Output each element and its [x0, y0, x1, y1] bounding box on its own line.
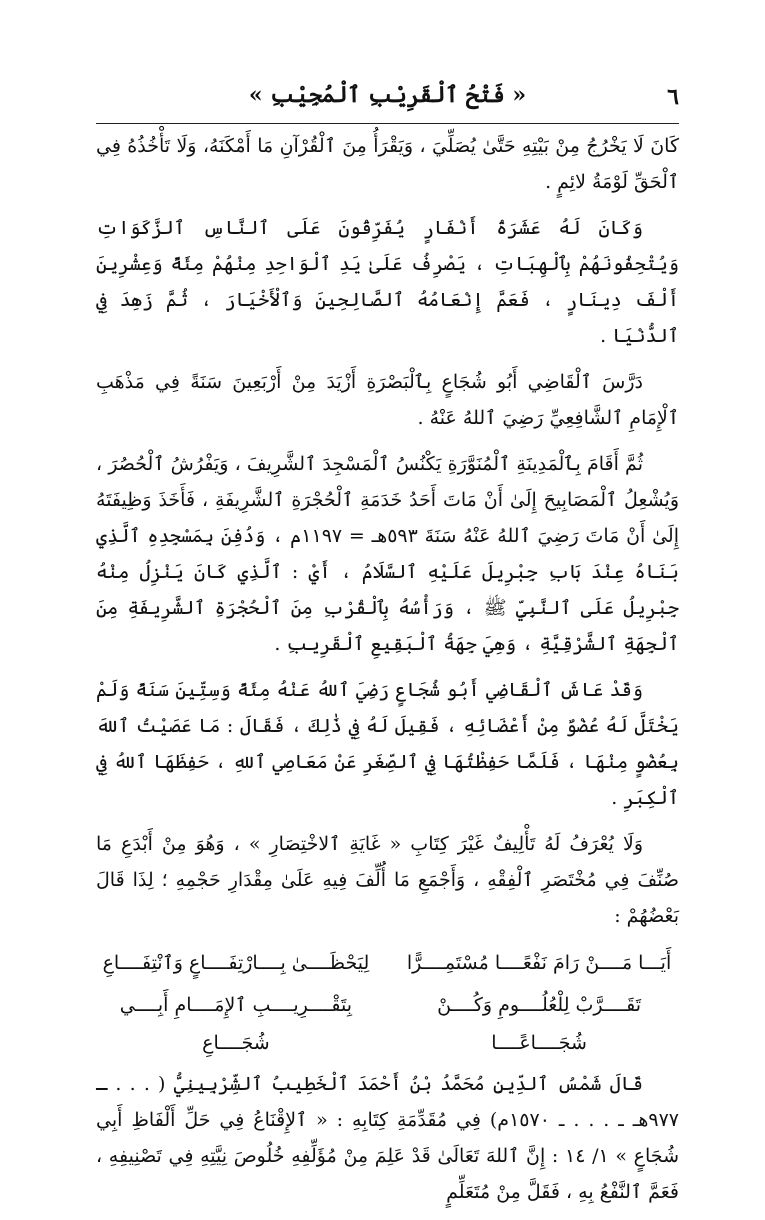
verse-2-first-hemistich: تَقَــــرَّبْ لِلْعُلُــــومِ وَكُــــنْ شُجَــــاعًــــا: [437, 994, 642, 1054]
page-body: [96, 128, 679, 1220]
page-header: [96, 82, 679, 122]
paragraph-3: دَرَّسَ ٱلْقَاضِي أَبُو شُجَاعٍ بِٱلْبَصْرَةِ أَزْيَدَ مِنْ أَرْبَعِينَ سَنَةً فِي مَذْهَبِ ٱلْإِمَامِ ٱلشَّافِعِيِّ رَضِيَ ٱللهُ عَنْهُ .: [96, 371, 679, 429]
running-title: « فَتْحُ ٱلْقَرِيْبِ ٱلْمُجِيْبِ »: [248, 82, 527, 108]
page-number: ٦: [667, 84, 679, 110]
paragraph-5: وَقَدْ عَاشَ ٱلْقَاضِي أَبُو شُجَاعٍ رَضِيَ ٱللهُ عَنْهُ مِئَةً وَسِتِّينَ سَنَةً وَلَمْ يَخْتَلَّ لَهُ عُضْوٌ مِنْ أَعْضَائِهِ ، فَقِيلَ لَهُ فِي ذَٰلِكَ ، فَقَالَ : مَا عَصَيْتُ ٱللهَ بِعُضْوٍ مِنْهَا ، فَلَمَّا حَفِظْتُهَا فِي ٱلصِّغَرِ عَنْ مَعَاصِي ٱللهِ ، حَفِظَهَا ٱللهُ فِي ٱلْكِبَرِ .: [96, 679, 679, 809]
verse-1-second-hemistich: لِيَحْظَــــىٰ بِــــارْتِفَــــاعٍ وَٱنْتِفَــــاعِ: [102, 952, 370, 974]
paragraph-4: ثُمَّ أَقَامَ بِٱلْمَدِينَةِ ٱلْمُنَوَّرَةِ يَكْنُسُ ٱلْمَسْجِدَ ٱلشَّرِيفَ ، وَيَفْرُشُ ٱلْحُصُرَ ، وَيُشْعِلُ ٱلْمَصَابِيحَ إِلَىٰ أَنْ مَاتَ أَحَدُ خَدَمَةِ ٱلْحُجْرَةِ ٱلشَّرِيفَةِ ، فَأَخَذَ وَظِيفَتَهُ إِلَىٰ أَنْ مَاتَ رَضِيَ ٱللهُ عَنْهُ سَنَةَ ٥٩٣هـ = ١١٩٧م ، وَدُفِنَ بِمَسْجِدِهِ ٱلَّذِي بَنَاهُ عِنْدَ بَابِ جِبْرِيلَ عَلَيْهِ ٱلسَّلَامُ ، أَيْ : ٱلَّذِي كَانَ يَنْزِلُ مِنْهُ جِبْرِيلُ عَلَى ٱلنَّبِيِّ ﷺ ، وَرَأْسُهُ بِٱلْقُرْبِ مِنَ ٱلْحُجْرَةِ ٱلشَّرِيفَةِ مِنَ ٱلْجِهَةِ ٱلشَّرْقِيَّةِ ، وَهِيَ جِهَةُ ٱلْبَقِيعِ ٱلْقَرِيبِ .: [96, 453, 679, 655]
verse-1-first-hemistich: أَيَـــا مَــــنْ رَامَ نَفْعًــــا مُسْتَمِــــرًّا: [406, 952, 672, 974]
verse-line-2: [96, 986, 679, 1062]
paragraph-2: وَكَانَ لَهُ عَشَرَةُ أَنْفَارٍ يُفَرِّقُونَ عَلَى ٱلنَّاسِ ٱلزَّكَوَاتِ وَيُتْحِفُونَهُمْ بِٱلْهِبَاتِ ، يَصْرِفُ عَلَىٰ يَدِ ٱلْوَاحِدِ مِنْهُمْ مِئَةً وَعِشْرِينَ أَلْفَ دِينَارٍ ، فَعَمَّ إِنْعَامُهُ ٱلصَّالِحِينَ وَٱلْأَخْيَارَ ، ثُمَّ زَهِدَ فِي ٱلدُّنْيَا .: [96, 217, 679, 347]
header-rule: [96, 123, 679, 124]
verse-2-second-hemistich: بِتَقْــــرِيــــبِ ٱلإِمَــــامِ أَبِــــي شُجَــــاعِ: [119, 994, 353, 1054]
paragraph-6: وَلَا يُعْرَفُ لَهُ تَأْلِيفٌ غَيْرَ كِتَابِ « غَايَةِ ٱلاخْتِصَارِ » ، وَهُوَ مِنْ أَبْدَعِ مَا صُنِّفَ فِي مُخْتَصَرِ ٱلْفِقْهِ ، وَأَجْمَعِ مَا أُلِّفَ فِيهِ عَلَىٰ مِقْدَارِ حَجْمِهِ ؛ لِذَا قَالَ بَعْضُهُمْ :: [96, 833, 679, 927]
paragraph-7: قَالَ شَمْسُ ٱلدِّينِ مُحَمَّدُ بْنُ أَحْمَدَ ٱلْخَطِيبُ ٱلشِّرْبِينِيُّ ( . . . ـ ٩٧٧هـ ـ . . . ـ ١٥٧٠م) فِي مُقَدِّمَةِ كِتَابِهِ : « ٱلإِقْنَاعُ فِي حَلِّ أَلْفَاظِ أَبِي شُجَاعٍ » ١/ ١٤ : إِنَّ ٱللهَ تَعَالَىٰ قَدْ عَلِمَ مِنْ مُؤَلِّفِهِ خُلُوصَ نِيَّتِهِ فِي تَصْنِيفِهِ ، فَعَمَّ ٱلنَّفْعُ بِهِ ، فَقَلَّ مِنْ مُتَعَلِّمٍ: [96, 1073, 679, 1203]
verse-line-1: [96, 944, 679, 982]
paragraph-1: كَانَ لَا يَخْرُجُ مِنْ بَيْتِهِ حَتَّىٰ يُصَلِّيَ ، وَيَقْرَأُ مِنَ ٱلْقُرْآنِ مَا أَمْكَنَهُ، وَلَا تَأْخُذُهُ فِي ٱلْحَقِّ لَوْمَةُ لائِمٍ .: [96, 135, 679, 193]
